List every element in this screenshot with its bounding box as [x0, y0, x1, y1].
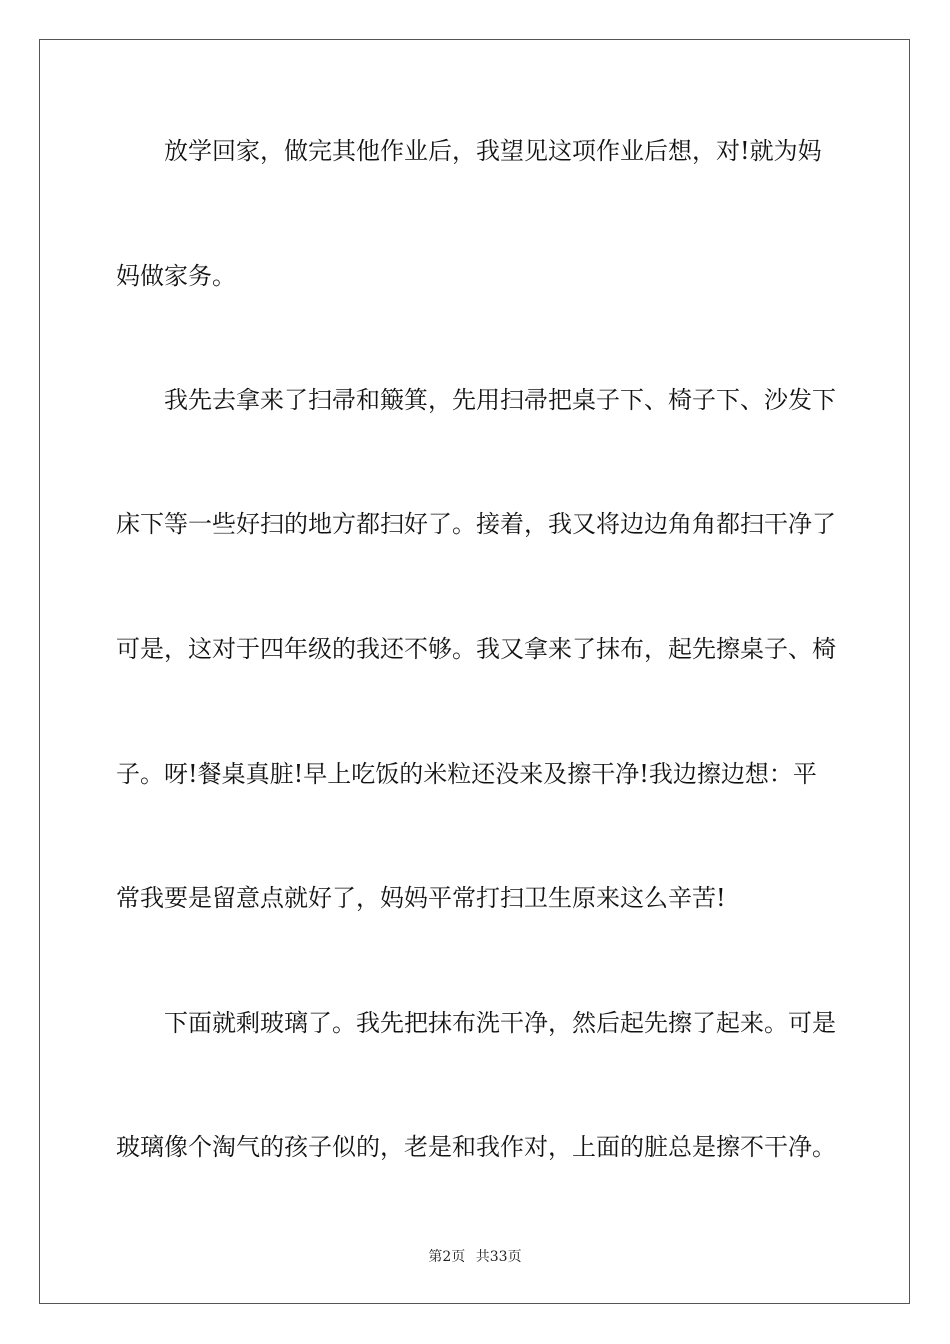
paragraph-2-line-4: 子。呀!餐桌真脏!早上吃饭的米粒还没来及擦干净!我边擦边想：平 [116, 760, 817, 788]
paragraph-2-line-2: 床下等一些好扫的地方都扫好了。接着，我又将边边角角都扫干净了 [116, 510, 836, 538]
paragraph-2-line-3: 可是，这对于四年级的我还不够。我又拿来了抹布，起先擦桌子、椅 [116, 635, 836, 663]
paragraph-1-line-1: 放学回家，做完其他作业后，我望见这项作业后想，对!就为妈 [164, 137, 822, 165]
paragraph-3-line-2: 玻璃像个淘气的孩子似的，老是和我作对，上面的脏总是擦不干净。 [116, 1133, 836, 1161]
page-footer [0, 1248, 950, 1266]
paragraph-2-line-5: 常我要是留意点就好了，妈妈平常打扫卫生原来这么辛苦! [116, 884, 726, 912]
paragraph-3-line-1: 下面就剩玻璃了。我先把抹布洗干净，然后起先擦了起来。可是 [164, 1009, 836, 1037]
page-frame [39, 39, 910, 1304]
page-number: 第2页 [428, 1249, 466, 1265]
paragraph-1-line-2: 妈做家务。 [116, 262, 236, 290]
paragraph-2-line-1: 我先去拿来了扫帚和簸箕，先用扫帚把桌子下、椅子下、沙发下 [164, 386, 836, 414]
total-pages: 共33页 [475, 1249, 522, 1265]
